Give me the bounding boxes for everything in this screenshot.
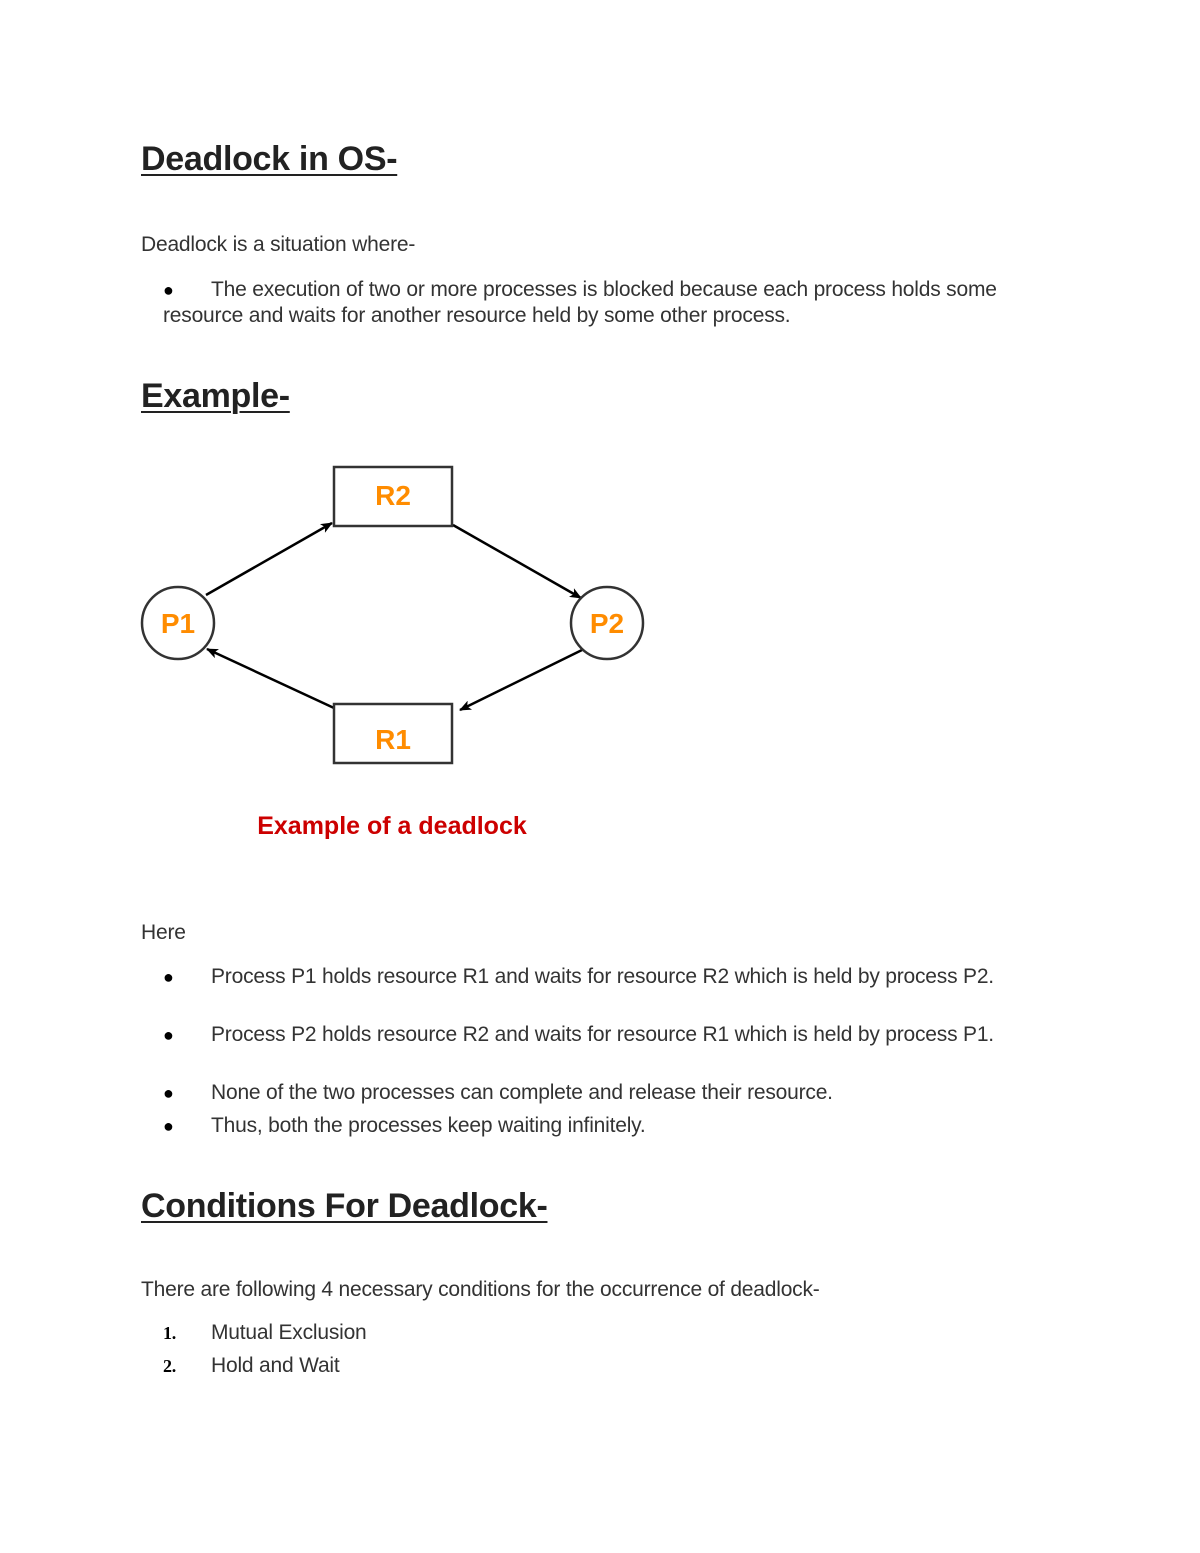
example-heading: Example- — [141, 377, 290, 415]
intro-text: Deadlock is a situation where- — [141, 233, 416, 256]
list-item: ● Process P1 holds resource R1 and waits for resource R2 which is held by process P2. — [163, 965, 994, 988]
process-p2-label: P2 — [589, 608, 625, 639]
process-p1-label: P1 — [160, 608, 196, 639]
list-number: 1. — [163, 1323, 177, 1343]
conditions-intro: There are following 4 necessary conditions for the occurrence of deadlock- — [141, 1278, 820, 1301]
diagram-caption: Example of a deadlock — [257, 812, 527, 840]
here-label: Here — [141, 921, 186, 944]
bullet-icon: ● — [163, 1116, 174, 1136]
list-item: ● Process P2 holds resource R2 and waits for resource R1 which is held by process P1. — [163, 1023, 994, 1046]
list-item: ● The execution of two or more processes is blocked because each process holds some resource and waits for another resource held by some other process. — [163, 278, 997, 327]
edge-p1-to-r2 — [206, 523, 332, 595]
edge-r1-to-p1 — [207, 649, 334, 708]
page-title: Deadlock in OS- — [141, 140, 398, 178]
resource-r2-label: R2 — [375, 480, 411, 511]
deadlock-diagram — [130, 455, 670, 855]
list-item: ● Thus, both the processes keep waiting infinitely. — [163, 1114, 646, 1137]
resource-r1-label: R1 — [375, 724, 411, 755]
edge-r2-to-p2 — [453, 525, 581, 598]
list-item: 1. Mutual Exclusion — [163, 1321, 367, 1344]
bullet-icon: ● — [163, 1083, 174, 1103]
list-item: 2. Hold and Wait — [163, 1354, 340, 1377]
conditions-heading: Conditions For Deadlock- — [141, 1187, 548, 1225]
bullet-icon: ● — [163, 967, 174, 987]
bullet-icon: ● — [163, 280, 174, 300]
list-number: 2. — [163, 1356, 177, 1376]
edge-p2-to-r1 — [460, 650, 582, 710]
list-item: ● None of the two processes can complete and release their resource. — [163, 1081, 833, 1104]
bullet-icon: ● — [163, 1025, 174, 1045]
